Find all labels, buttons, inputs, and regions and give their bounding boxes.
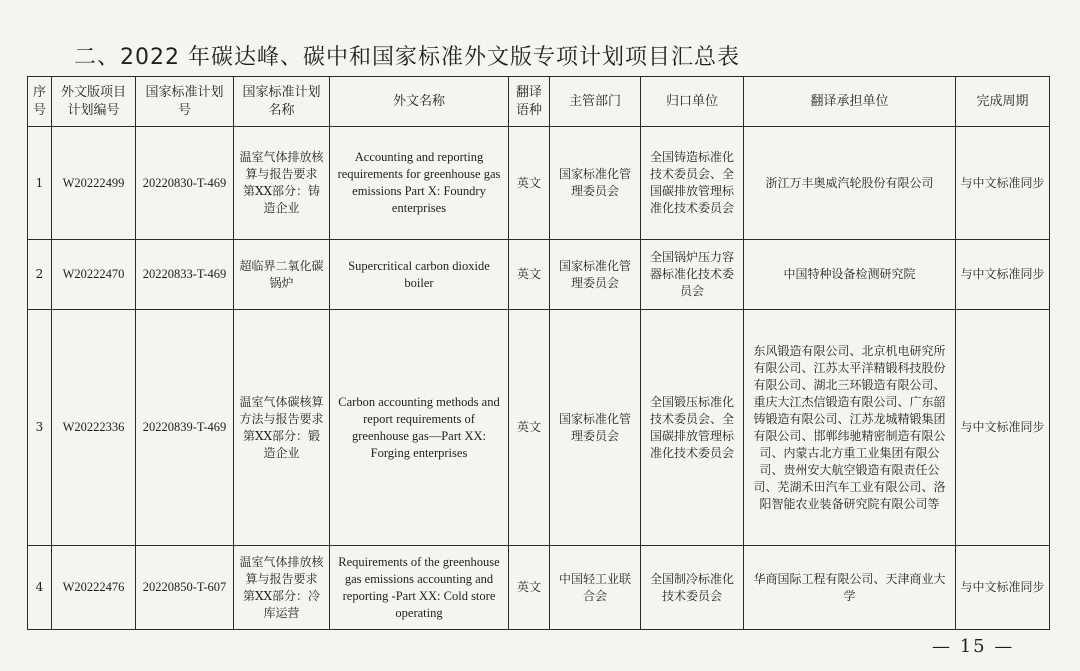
- cell-seq: 3: [28, 310, 52, 546]
- cell-plan-no: W20222499: [52, 127, 136, 240]
- cell-std-plan: 20220833-T-469: [136, 240, 234, 310]
- header-seq: 序号: [28, 77, 52, 127]
- cell-std-name: 温室气体排放核算与报告要求 第XX部分：铸造企业: [234, 127, 330, 240]
- cell-period: 与中文标准同步: [956, 240, 1050, 310]
- cell-seq: 2: [28, 240, 52, 310]
- cell-lang: 英文: [509, 310, 550, 546]
- cell-plan-no: W20222470: [52, 240, 136, 310]
- cell-std-name: 超临界二氧化碳锅炉: [234, 240, 330, 310]
- cell-unit: 全国制冷标准化技术委员会: [641, 546, 744, 630]
- cell-lang: 英文: [509, 546, 550, 630]
- cell-std-name: 温室气体排放核算与报告要求 第XX部分：冷库运营: [234, 546, 330, 630]
- table-row: [28, 546, 1050, 630]
- cell-unit: 全国锻压标准化技术委员会、全国碳排放管理标准化技术委员会: [641, 310, 744, 546]
- table-row: [28, 240, 1050, 310]
- header-std-plan: 国家标准计划号: [136, 77, 234, 127]
- header-lang: 翻译语种: [509, 77, 550, 127]
- cell-unit: 全国铸造标准化技术委员会、全国碳排放管理标准化技术委员会: [641, 127, 744, 240]
- cell-plan-no: W20222336: [52, 310, 136, 546]
- cell-foreign-name: Carbon accounting methods and report requirements of greenhouse gas—Part XX: Forging enterprises: [330, 310, 509, 546]
- cell-translator: 东风锻造有限公司、北京机电研究所有限公司、江苏太平洋精锻科技股份有限公司、湖北三环锻造有限公司、重庆大江杰信锻造有限公司、广东韶铸锻造有限公司、江苏龙城精锻集团有限公司、邯郸纬驰精密制造有限公司、内蒙古北方重工业集团有限公司、贵州安大航空锻造有限责任公司、芜湖禾田汽车工业有限公司、洛阳智能农业装备研究院有限公司等: [744, 310, 956, 546]
- table-header-row: [28, 77, 1050, 127]
- cell-period: 与中文标准同步: [956, 310, 1050, 546]
- cell-period: 与中文标准同步: [956, 127, 1050, 240]
- header-period: 完成周期: [956, 77, 1050, 127]
- cell-translator: 浙江万丰奥威汽轮股份有限公司: [744, 127, 956, 240]
- header-foreign-name: 外文名称: [330, 77, 509, 127]
- cell-lang: 英文: [509, 240, 550, 310]
- table-row: [28, 310, 1050, 546]
- cell-foreign-name: Accounting and reporting requirements for greenhouse gas emissions Part X: Foundry enterprises: [330, 127, 509, 240]
- cell-seq: 4: [28, 546, 52, 630]
- header-std-name: 国家标准计划名称: [234, 77, 330, 127]
- cell-foreign-name: Supercritical carbon dioxide boiler: [330, 240, 509, 310]
- cell-unit: 全国锅炉压力容器标准化技术委员会: [641, 240, 744, 310]
- cell-period: 与中文标准同步: [956, 546, 1050, 630]
- cell-dept: 国家标准化管理委员会: [550, 240, 641, 310]
- header-dept: 主管部门: [550, 77, 641, 127]
- header-plan-no: 外文版项目计划编号: [52, 77, 136, 127]
- cell-lang: 英文: [509, 127, 550, 240]
- cell-dept: 国家标准化管理委员会: [550, 310, 641, 546]
- cell-dept: 国家标准化管理委员会: [550, 127, 641, 240]
- cell-std-name: 温室气体碳核算方法与报告要求 第XX部分：锻造企业: [234, 310, 330, 546]
- cell-dept: 中国轻工业联合会: [550, 546, 641, 630]
- table-row: [28, 127, 1050, 240]
- plan-summary-table: [27, 76, 1050, 630]
- cell-std-plan: 20220830-T-469: [136, 127, 234, 240]
- cell-seq: 1: [28, 127, 52, 240]
- page-title: 二、2022 年碳达峰、碳中和国家标准外文版专项计划项目汇总表: [74, 45, 740, 70]
- cell-translator: 华商国际工程有限公司、天津商业大学: [744, 546, 956, 630]
- cell-translator: 中国特种设备检测研究院: [744, 240, 956, 310]
- header-unit: 归口单位: [641, 77, 744, 127]
- cell-std-plan: 20220839-T-469: [136, 310, 234, 546]
- cell-std-plan: 20220850-T-607: [136, 546, 234, 630]
- cell-plan-no: W20222476: [52, 546, 136, 630]
- page-number: — 15 —: [932, 636, 1015, 657]
- cell-foreign-name: Requirements of the greenhouse gas emissions accounting and reporting -Part XX: Cold store operating: [330, 546, 509, 630]
- header-translator: 翻译承担单位: [744, 77, 956, 127]
